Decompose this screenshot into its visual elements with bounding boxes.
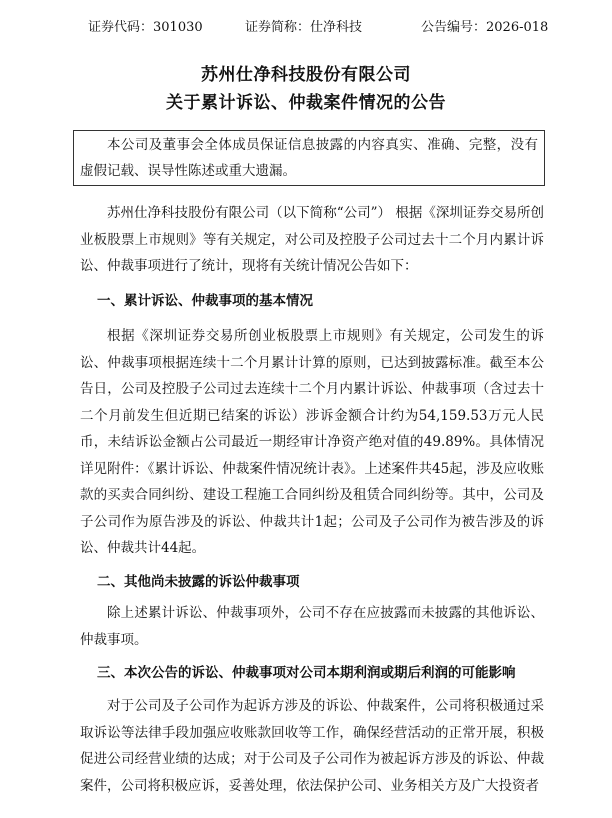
section-3-body: 对于公司及子公司作为起诉方涉及的诉讼、仲裁案件，公司将积极通过采取诉讼等法律手段加强应收账款回收等工作，确保经营活动的正常开展，积极促进公司经营业绩的达成；对于公司及子公司作为被起诉方涉及的诉讼、仲裁案件，公司将积极应诉，妥善处理，依法保护公司、业务相关方及广大投资者: [80, 698, 544, 794]
company-title: 苏州仕净科技股份有限公司: [201, 65, 411, 85]
section-3-heading: 三、本次公告的诉讼、仲裁事项对公司本期利润或期后利润的可能影响: [97, 665, 516, 681]
announcement-title: 关于累计诉讼、仲裁案件情况的公告: [166, 93, 446, 113]
section-1-heading: 一、累计诉讼、仲裁事项的基本情况: [97, 293, 313, 309]
section-2-heading: 二、其他尚未披露的诉讼仲裁事项: [97, 574, 300, 590]
document-header: [0, 0, 612, 46]
section-1-body: 根据《深圳证券交易所创业板股票上市规则》有关规定，公司发生的诉讼、仲裁事项根据连续十二个月累计计算的原则，已达到披露标准。截至本公告日，公司及控股子公司过去连续十二个月内累计诉讼、仲裁事项（含过去十二个月前发生但近期已结案的诉讼）涉诉金额合计约为54,159.53万元人民币，未结诉讼金额占公司最近一期经审计净资产绝对值的49.89%。具体情况详见附件：《累计诉讼、仲裁案件情况统计表》。上述案件共45起，涉及应收账款的买卖合同纠纷、建设工程施工合同纠纷及租赁合同纠纷等。其中，公司及子公司作为原告涉及的诉讼、仲裁共计1起；公司及子公司作为被告涉及的诉讼、仲裁共计44起。: [80, 328, 544, 556]
section-2-body: 除上述累计诉讼、仲裁事项外，公司不存在应披露而未披露的其他诉讼、仲裁事项。: [80, 605, 544, 648]
board-notice-box: 本公司及董事会全体成员保证信息披露的内容真实、准确、完整，没有虚假记载、误导性陈述或重大遗漏。: [73, 130, 545, 186]
announcement-number: 公告编号：2026-018: [421, 20, 549, 35]
stock-code: 证券代码：301030: [88, 20, 203, 35]
stock-name: 证券简称：仕净科技: [245, 20, 363, 35]
intro-paragraph: 苏州仕净科技股份有限公司（以下简称“公司”） 根据《深圳证券交易所创业板股票上市规则》等有关规定，对公司及控股子公司过去十二个月内累计诉讼、仲裁事项进行了统计，现将有关统计情况公告如下：: [80, 205, 544, 274]
